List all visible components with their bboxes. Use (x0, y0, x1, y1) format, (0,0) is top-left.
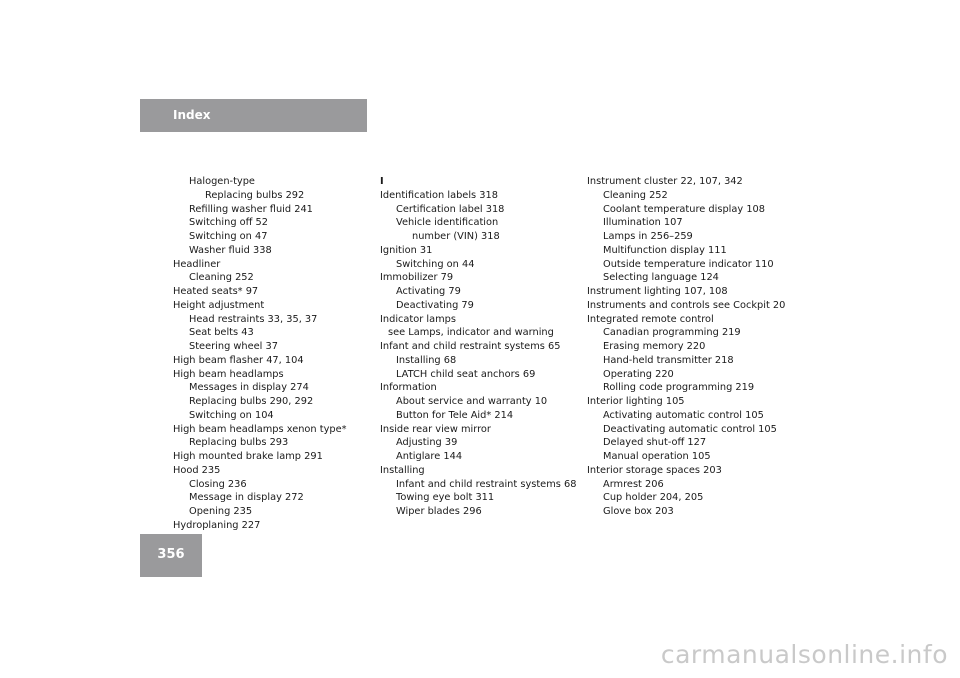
index-entry: Adjusting 39 (396, 437, 458, 449)
index-entry: Seat belts 43 (189, 327, 254, 339)
index-entry: Installing 68 (396, 354, 457, 366)
index-entry: Hood 235 (173, 464, 221, 476)
index-entry: Information (380, 382, 437, 394)
index-entry: Armrest 206 (603, 478, 664, 490)
index-entry: Replacing bulbs 290, 292 (189, 396, 314, 407)
index-entry: Infant and child restraint systems 68 (396, 478, 577, 490)
index-entry: Washer fluid 338 (189, 244, 272, 256)
index-entry: Wiper blades 296 (396, 506, 482, 517)
index-entry: Switching on 104 (189, 409, 274, 421)
index-entry: Closing 236 (189, 478, 247, 490)
index-entry: Switching on 44 (396, 258, 475, 270)
index-entry: Illumination 107 (603, 217, 683, 229)
index-entry: Opening 235 (189, 506, 253, 517)
index-entry: Coolant temperature display 108 (603, 203, 766, 215)
index-entry: Lamps in 256–259 (603, 231, 693, 242)
index-entry: Inside rear view mirror (380, 423, 491, 435)
index-entry: Multifunction display 111 (603, 244, 727, 256)
index-entry: Switching off 52 (189, 217, 268, 229)
index-entry: Headliner (173, 258, 221, 270)
index-entry: Manual operation 105 (603, 451, 711, 462)
index-entry: Erasing memory 220 (603, 341, 706, 352)
index-entry: Indicator lamps (380, 313, 456, 325)
index-entry: Head restraints 33, 35, 37 (189, 313, 318, 325)
index-entry: Replacing bulbs 292 (205, 189, 305, 201)
index-entry: Button for Tele Aid* 214 (396, 409, 514, 421)
index-entry: number (VIN) 318 (412, 231, 500, 242)
index-entry: Cleaning 252 (603, 189, 668, 201)
index-header-bar (140, 99, 367, 132)
index-entry: Immobilizer 79 (380, 272, 454, 284)
index-entry: Height adjustment (173, 299, 265, 311)
index-entry: Cleaning 252 (189, 272, 254, 284)
index-entry: Antiglare 144 (396, 451, 463, 462)
index-entry: Outside temperature indicator 110 (603, 258, 774, 270)
index-entry: Glove box 203 (603, 506, 674, 517)
index-entry: Instruments and controls see Cockpit 20 (587, 299, 786, 311)
index-entry: Interior lighting 105 (587, 396, 685, 407)
index-entry: Vehicle identification (396, 217, 499, 229)
index-entry: Halogen-type (189, 176, 255, 187)
index-entry: see Lamps, indicator and warning (388, 327, 554, 339)
index-entry: Replacing bulbs 293 (189, 437, 289, 449)
index-entry: Certification label 318 (396, 203, 505, 215)
index-entry: Steering wheel 37 (189, 341, 278, 352)
index-entry: Towing eye bolt 311 (396, 492, 495, 504)
index-entry: Message in display 272 (189, 492, 304, 504)
index-section-letter: I (380, 176, 384, 187)
index-entry: Instrument cluster 22, 107, 342 (587, 176, 743, 187)
index-entry: About service and warranty 10 (396, 396, 548, 407)
index-column-2 (380, 175, 590, 519)
index-entry: Installing (380, 464, 425, 476)
index-entry: High mounted brake lamp 291 (173, 451, 323, 462)
index-entry: Hydroplaning 227 (173, 519, 261, 531)
index-entry: Interior storage spaces 203 (587, 464, 722, 476)
index-entry: Ignition 31 (380, 244, 433, 256)
page-number: 356 (157, 547, 185, 562)
index-entry: Hand-held transmitter 218 (603, 354, 734, 366)
index-entry: Cup holder 204, 205 (603, 492, 704, 504)
index-entry: Canadian programming 219 (603, 327, 741, 339)
index-entry: High beam headlamps (173, 368, 284, 380)
index-entry: Switching on 47 (189, 231, 268, 242)
index-entry: Activating automatic control 105 (603, 409, 764, 421)
header-title: Index (173, 108, 211, 122)
index-entry: Deactivating automatic control 105 (603, 423, 777, 435)
index-column-1 (173, 175, 383, 533)
index-entry: Messages in display 274 (189, 382, 309, 394)
index-entry: High beam headlamps xenon type* (173, 423, 347, 435)
index-entry: Rolling code programming 219 (603, 382, 755, 394)
index-entry: Infant and child restraint systems 65 (380, 341, 561, 352)
index-entry: Operating 220 (603, 368, 674, 380)
index-entry: High beam flasher 47, 104 (173, 354, 304, 366)
index-entry: Identification labels 318 (380, 189, 498, 201)
index-entry: Refilling washer fluid 241 (189, 203, 313, 215)
index-entry: Instrument lighting 107, 108 (587, 286, 728, 297)
index-entry: Deactivating 79 (396, 299, 474, 311)
index-entry: Heated seats* 97 (173, 286, 259, 297)
index-entry: Delayed shut-off 127 (603, 437, 707, 449)
index-entry: Integrated remote control (587, 313, 714, 325)
watermark-text: carmanualsonline.info (660, 640, 948, 669)
index-entry: Selecting language 124 (603, 272, 719, 284)
index-entry: LATCH child seat anchors 69 (396, 368, 536, 380)
page-number-box (140, 534, 202, 577)
index-entry: Activating 79 (396, 286, 461, 297)
index-column-3 (587, 175, 817, 519)
